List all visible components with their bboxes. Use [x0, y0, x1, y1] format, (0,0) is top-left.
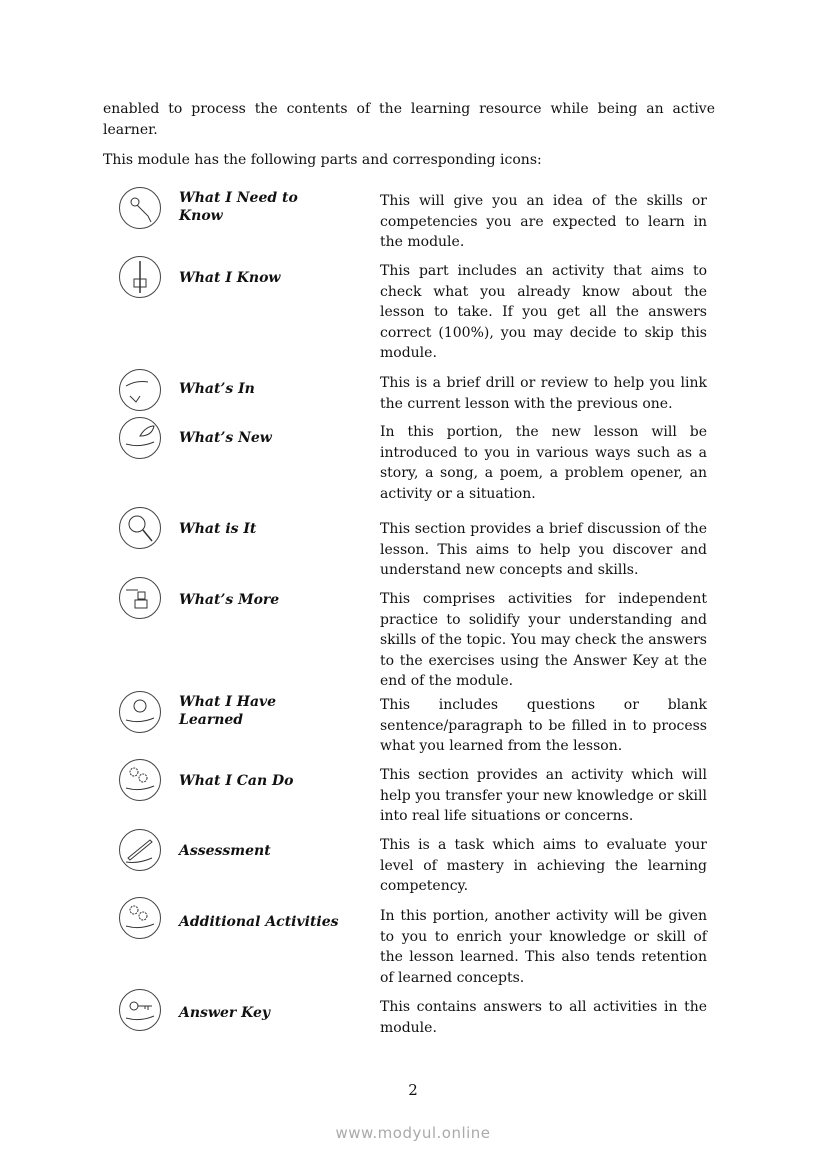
part-label: What’s More [179, 592, 280, 608]
part-description: This contains answers to all activities in the module. [380, 999, 707, 1036]
part-label: What I Need to Know [179, 190, 298, 224]
part-description: This includes questions or blank sentence/paragraph to be filled in to process what you learned from the lesson. [380, 697, 707, 754]
part-label: What I Have Learned [179, 694, 277, 728]
hand-pointing-icon [118, 186, 162, 230]
hand-key-icon [118, 988, 162, 1032]
hand-writing-icon [118, 828, 162, 872]
intro-paragraph: enabled to process the contents of the learning resource while being an active learner. [103, 101, 715, 138]
page-number: 2 [408, 1081, 418, 1099]
part-description: This is a brief drill or review to help you link the current lesson with the previous one. [380, 375, 707, 412]
part-label: Additional Activities [179, 914, 339, 930]
part-label: What I Know [179, 270, 281, 286]
part-label: What’s New [179, 430, 272, 446]
part-label: What is It [179, 521, 257, 537]
part-description: This is a task which aims to evaluate your level of mastery in achieving the learning competency. [380, 837, 707, 894]
hand-gears-icon [118, 758, 162, 802]
part-description: This part includes an activity that aims to check what you already know about the lesson to take. If you get all the answers correct (100%), you may decide to skip this module. [380, 263, 707, 361]
magnifier-icon [118, 506, 162, 550]
part-description: This will give you an idea of the skills or competencies you are expected to learn in the module. [380, 193, 707, 250]
hand-lightbulb-icon [118, 690, 162, 734]
hand-pencil-icon [118, 255, 162, 299]
part-description: In this portion, another activity will be given to you to enrich your knowledge or skill of the lesson learned. This also tends retention of learned concepts. [380, 908, 707, 986]
hand-leaf-icon [118, 416, 162, 460]
watermark: www.modyul.online [335, 1124, 491, 1142]
hands-puzzle-icon [118, 368, 162, 412]
hand-blocks-icon [118, 576, 162, 620]
part-description: This section provides a brief discussion of the lesson. This aims to help you discover and understand new concepts and skills. [380, 521, 707, 578]
part-label: What I Can Do [179, 773, 294, 789]
part-label: Answer Key [179, 1005, 271, 1021]
part-description: This comprises activities for independent practice to solidify your understanding and skills of the topic. You may check the answers to the exercises using the Answer Key at the end of the module. [380, 591, 707, 689]
lead-paragraph: This module has the following parts and corresponding icons: [103, 152, 542, 168]
part-label: Assessment [179, 843, 271, 859]
hand-gears-icon [118, 896, 162, 940]
part-label: What’s In [179, 381, 255, 397]
part-description: This section provides an activity which will help you transfer your new knowledge or skill into real life situations or concerns. [380, 767, 707, 824]
part-description: In this portion, the new lesson will be introduced to you in various ways such as a story, a song, a poem, a problem opener, an activity or a situation. [380, 424, 707, 502]
